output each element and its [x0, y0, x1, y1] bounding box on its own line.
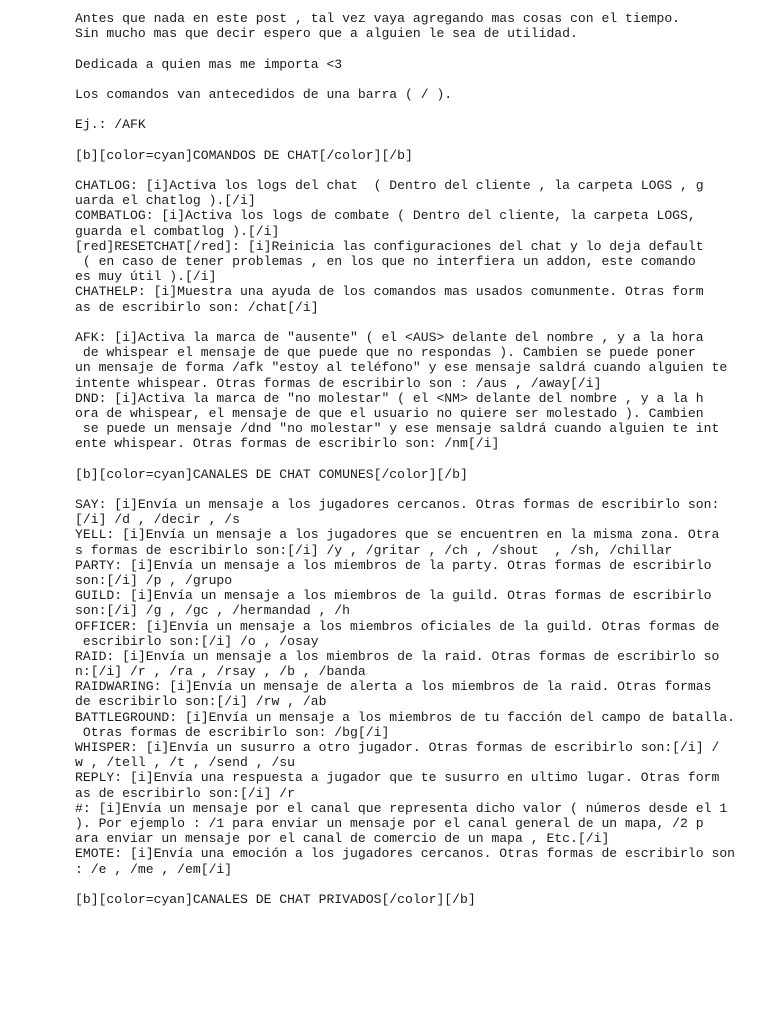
text-line: YELL: [i]Envía un mensaje a los jugadores que se encuentren en la misma zona. Otra: [75, 527, 720, 543]
text-line: Ej.: /AFK: [75, 117, 146, 133]
blank-line: [75, 315, 765, 330]
text-line: de escribirlo son:[/i] /rw , /ab: [75, 694, 327, 710]
text-line: Dedicada a quien mas me importa <3: [75, 56, 343, 72]
text-line: : /e , /me , /em[/i]: [75, 861, 233, 877]
text-line: ). Por ejemplo : /1 para enviar un mensaje por el canal general de un mapa, /2 p: [75, 815, 704, 831]
text-line: REPLY: [i]Envía una respuesta a jugador que te susurro en ultimo lugar. Otras form: [75, 770, 720, 786]
blank-line: [75, 41, 765, 56]
text-line: se puede un mensaje /dnd "no molestar" y ese mensaje saldrá cuando alguien te int: [75, 421, 720, 437]
text-line: son:[/i] /g , /gc , /hermandad , /h: [75, 603, 351, 619]
text-line: w , /tell , /t , /send , /su: [75, 755, 296, 771]
text-line: intente whispear. Otras formas de escribirlo son : /aus , /away[/i]: [75, 375, 602, 391]
text-line: uarda el chatlog ).[/i]: [75, 193, 256, 209]
text-line: AFK: [i]Activa la marca de "ausente" ( el <AUS> delante del nombre , y a la hora: [75, 329, 704, 345]
blank-line: [75, 482, 765, 497]
blank-line: [75, 102, 765, 117]
blank-line: [75, 133, 765, 148]
section-heading: [b][color=cyan]CANALES DE CHAT PRIVADOS[/color][/b]: [75, 891, 476, 907]
section-heading: [b][color=cyan]CANALES DE CHAT COMUNES[/color][/b]: [75, 466, 468, 482]
text-line: n:[/i] /r , /ra , /rsay , /b , /banda: [75, 664, 366, 680]
blank-line: [75, 163, 765, 178]
text-line: PARTY: [i]Envía un mensaje a los miembros de la party. Otras formas de escribirlo: [75, 557, 712, 573]
text-line: EMOTE: [i]Envía una emoción a los jugadores cercanos. Otras formas de escribirlo son: [75, 846, 736, 862]
text-line: [/i] /d , /decir , /s: [75, 512, 241, 528]
text-line: Los comandos van antecedidos de una barra ( / ).: [75, 86, 453, 102]
text-line: son:[/i] /p , /grupo: [75, 572, 233, 588]
text-line: s formas de escribirlo son:[/i] /y , /gritar , /ch , /shout , /sh, /chillar: [75, 542, 673, 558]
text-line: [red]RESETCHAT[/red]: [i]Reinicia las configuraciones del chat y lo deja default: [75, 238, 704, 254]
text-line: CHATLOG: [i]Activa los logs del chat ( Dentro del cliente , la carpeta LOGS , g: [75, 178, 704, 194]
text-line: un mensaje de forma /afk "estoy al teléfono" y ese mensaje saldrá cuando alguien te: [75, 360, 728, 376]
text-line: de whispear el mensaje de que puede que no respondas ). Cambien se puede poner: [75, 345, 696, 361]
text-line: #: [i]Envía un mensaje por el canal que representa dicho valor ( números desde el 1: [75, 800, 728, 816]
blank-line: [75, 72, 765, 87]
text-line: RAID: [i]Envía un mensaje a los miembros de la raid. Otras formas de escribirlo so: [75, 648, 720, 664]
text-line: ( en caso de tener problemas , en los que no interfiera un addon, este comando: [75, 254, 696, 269]
text-line: DND: [i]Activa la marca de "no molestar" ( el <NM> delante del nombre , y a la h: [75, 390, 704, 406]
text-line: Sin mucho mas que decir espero que a alguien le sea de utilidad.: [75, 26, 578, 42]
text-line: ora de whispear, el mensaje de que el usuario no quiere ser molestado ). Cambien: [75, 405, 704, 421]
section-heading: [b][color=cyan]COMANDOS DE CHAT[/color][/b]: [75, 147, 413, 163]
text-line: WHISPER: [i]Envía un susurro a otro jugador. Otras formas de escribirlo son:[/i] /: [75, 740, 720, 755]
blank-line: [75, 877, 765, 892]
text-line: BATTLEGROUND: [i]Envía un mensaje a los miembros de tu facción del campo de batalla.: [75, 709, 736, 725]
text-line: ente whispear. Otras formas de escribirlo son: /nm[/i]: [75, 436, 500, 452]
document-page: [75, 11, 765, 907]
text-line: es muy útil ).[/i]: [75, 269, 217, 285]
blank-line: [75, 451, 765, 466]
text-line: escribirlo son:[/i] /o , /osay: [75, 633, 319, 649]
text-line: SAY: [i]Envía un mensaje a los jugadores cercanos. Otras formas de escribirlo son:: [75, 497, 720, 512]
text-line: Antes que nada en este post , tal vez vaya agregando mas cosas con el tiempo.: [75, 11, 681, 26]
text-line: as de escribirlo son:[/i] /r: [75, 785, 296, 801]
text-line: guarda el combatlog ).[/i]: [75, 223, 280, 239]
text-line: GUILD: [i]Envía un mensaje a los miembros de la guild. Otras formas de escribirlo: [75, 588, 712, 604]
text-line: as de escribirlo son: /chat[/i]: [75, 299, 319, 315]
text-line: Otras formas de escribirlo son: /bg[/i]: [75, 724, 390, 740]
text-line: CHATHELP: [i]Muestra una ayuda de los comandos mas usados comunmente. Otras form: [75, 284, 704, 300]
text-line: OFFICER: [i]Envía un mensaje a los miembros oficiales de la guild. Otras formas de: [75, 618, 720, 634]
text-line: ara enviar un mensaje por el canal de comercio de un mapa , Etc.[/i]: [75, 831, 610, 847]
text-line: COMBATLOG: [i]Activa los logs de combate ( Dentro del cliente, la carpeta LOGS,: [75, 208, 696, 224]
text-line: RAIDWARING: [i]Envía un mensaje de alerta a los miembros de la raid. Otras formas: [75, 679, 712, 695]
